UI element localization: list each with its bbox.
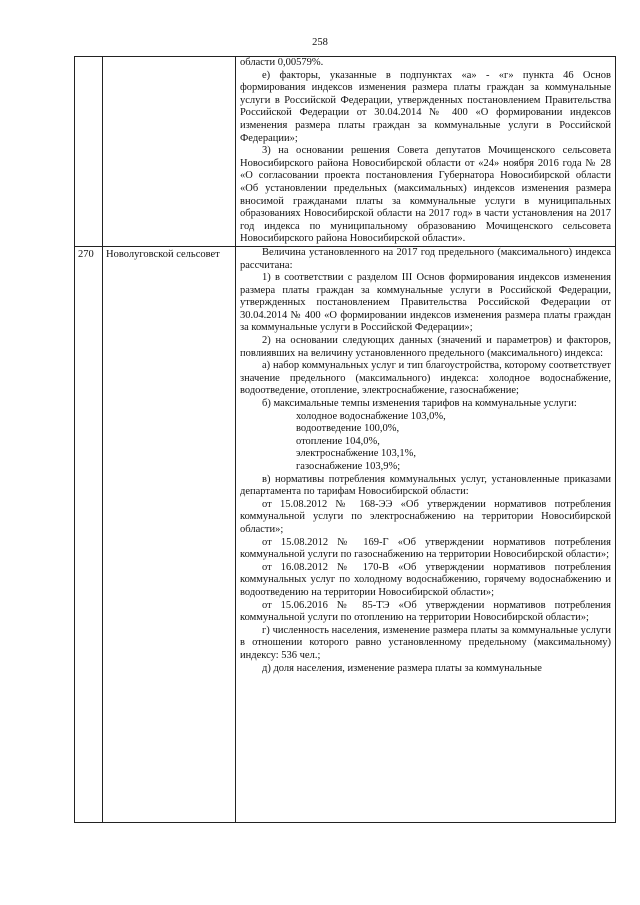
- paragraph: от 16.08.2012 № 170-В «Об утверждении нормативов потребления коммунальных услуг по холодному водоснабжению, горячему водоснабжению и водоотведению на территории Новосибирской области»;: [240, 561, 611, 598]
- table-row: [75, 57, 616, 247]
- paragraph: в) нормативы потребления коммунальных услуг, установленные приказами департамента по тарифам Новосибирской области:: [240, 473, 611, 498]
- paragraph: б) максимальные темпы изменения тарифов на коммунальные услуги:: [262, 398, 577, 410]
- paragraph: 3) на основании решения Совета депутатов Мочищенского сельсовета Новосибирского района Новосибирской области от «24» ноября 2016 года № 28 «О согласовании проекта постановления Губернатора Новосибирской области «Об установлении предельных (максимальных) индексов изменения размера вносимой гражданами платы за коммунальные услуги в муниципальных образованиях Новосибирской области на 2017 год» в части установления на 2017 год индекса по муниципальному образованию Мочищенского сельсовета Новосибирского района Новосибирской области».: [240, 145, 611, 245]
- row-number-cell: 270: [75, 246, 103, 822]
- paragraph: области 0,00579%.: [240, 57, 324, 68]
- list-item: газоснабжение 103,9%;: [296, 461, 401, 472]
- paragraph: е) факторы, указанные в подпунктах «а» - «г» пункта 46 Основ формирования индексов изменения размера платы граждан за коммунальные услуги в Российской Федерации, утвержденных постановлением Правительства Российской Федерации от 30.04.2014 № 400 «О формировании индексов изменения размера платы граждан за коммунальные услуги в Российской Федерации»;: [240, 69, 611, 144]
- paragraph: д) доля населения, изменение размера платы за коммунальные: [262, 662, 542, 674]
- list-item: электроснабжение 103,1%,: [296, 448, 416, 460]
- paragraph: от 15.06.2016 № 85-ТЭ «Об утверждении нормативов потребления коммунальной услуги по отоплению на территории Новосибирской области»;: [240, 599, 611, 624]
- paragraph: 2) на основании следующих данных (значений и параметров) и факторов, повлиявших на величину установленного предельного (максимального) индекса:: [240, 335, 611, 359]
- description-cell: [236, 57, 616, 247]
- page-number: 258: [312, 37, 328, 48]
- table-row: [75, 246, 616, 822]
- municipality-name-cell: Новолуговской сельсовет: [103, 246, 236, 822]
- paragraph: от 15.08.2012 № 169-Г «Об утверждении нормативов потребления коммунальной услуги по газоснабжению на территории Новосибирской области»;: [240, 536, 611, 561]
- municipality-name-cell: [103, 57, 236, 247]
- document-table: [74, 56, 616, 823]
- paragraph: а) набор коммунальных услуг и тип благоустройства, которому соответствует значение предельного (максимального) индекса: холодное водоснабжение, водоотведение, отопление, электроснабжение, газоснабжение;: [240, 360, 611, 397]
- list-item: отопление 104,0%,: [296, 435, 380, 447]
- paragraph: 1) в соответствии с разделом III Основ формирования индексов изменения размера платы граждан за коммунальные услуги в Российской Федерации, утвержденных постановлением Правительства Российской Федерации от 30.04.2014 № 400 «О формировании индексов изменения размера платы граждан за коммунальные услуги в Российской Федерации»;: [240, 272, 611, 334]
- description-cell: [236, 246, 616, 822]
- list-item: холодное водоснабжение 103,0%,: [296, 410, 446, 422]
- list-item: водоотведение 100,0%,: [296, 423, 400, 435]
- row-number-cell: [75, 57, 103, 247]
- paragraph: Величина установленного на 2017 год предельного (максимального) индекса рассчитана:: [240, 246, 611, 271]
- paragraph: г) численность населения, изменение размера платы за коммунальные услуги в отношении которого равно установленному предельному (максимальному) индексу: 536 чел.;: [240, 624, 611, 661]
- paragraph: от 15.08.2012 № 168-ЭЭ «Об утверждении нормативов потребления коммунальной услуги по электроснабжению на территории Новосибирской области»;: [240, 498, 611, 535]
